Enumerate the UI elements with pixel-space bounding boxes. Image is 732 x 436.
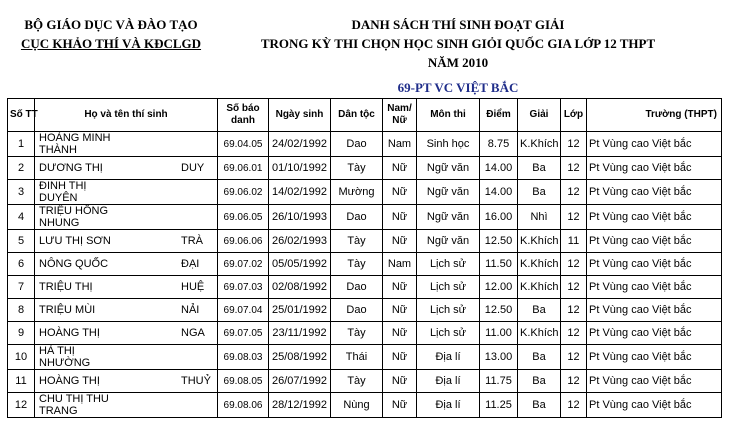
row-family-name: HOÀNG THỊ [39, 375, 100, 387]
row-ethnic: Tày [331, 322, 383, 345]
row-subject: Ngữ văn [417, 180, 480, 205]
row-award: Ba [518, 370, 561, 393]
row-sex: Nữ [383, 299, 417, 322]
row-ethnic: Mường [331, 180, 383, 205]
row-sex: Nữ [383, 205, 417, 230]
title-line-3: NĂM 2010 [427, 55, 489, 70]
row-full-name [35, 276, 218, 299]
row-score: 14.00 [480, 180, 518, 205]
col-sex: Nam/ Nữ [383, 99, 417, 132]
row-family-name: CHU THỊ THU [39, 393, 109, 405]
row-sbd: 69.06.05 [218, 205, 269, 230]
row-school: Pt Vùng cao Việt bắc [587, 132, 722, 157]
table-row [8, 230, 722, 253]
row-award: Nhì [518, 205, 561, 230]
row-dob: 01/10/1992 [269, 157, 331, 180]
row-sex: Nữ [383, 322, 417, 345]
table-row [8, 370, 722, 393]
row-full-name [35, 345, 218, 370]
col-subject: Môn thi [417, 99, 480, 132]
row-score: 12.50 [480, 230, 518, 253]
row-school: Pt Vùng cao Việt bắc [587, 322, 722, 345]
col-score: Điểm [480, 99, 518, 132]
row-grade: 12 [561, 370, 587, 393]
row-dob: 26/07/1992 [269, 370, 331, 393]
row-stt: 11 [8, 370, 35, 393]
school-group-header: 69-PT VC VIỆT BẮC [397, 80, 519, 95]
row-award: Ba [518, 393, 561, 418]
row-subject: Lịch sử [417, 322, 480, 345]
row-subject: Ngữ văn [417, 157, 480, 180]
row-sbd: 69.06.06 [218, 230, 269, 253]
row-score: 11.00 [480, 322, 518, 345]
row-sex: Nữ [383, 180, 417, 205]
row-full-name [35, 132, 218, 157]
row-subject: Lịch sử [417, 299, 480, 322]
row-award: K.Khích [518, 230, 561, 253]
row-score: 12.00 [480, 276, 518, 299]
row-dob: 05/05/1992 [269, 253, 331, 276]
row-given-name: NẢI [181, 304, 200, 316]
row-stt: 7 [8, 276, 35, 299]
row-sex: Nữ [383, 230, 417, 253]
row-score: 8.75 [480, 132, 518, 157]
row-school: Pt Vùng cao Việt bắc [587, 299, 722, 322]
awards-table [7, 98, 722, 418]
row-sex: Nam [383, 132, 417, 157]
row-sbd: 69.07.03 [218, 276, 269, 299]
row-grade: 12 [561, 132, 587, 157]
row-family-name: HOÀNG MINH [39, 132, 111, 144]
row-stt: 6 [8, 253, 35, 276]
row-family-name: DƯƠNG THỊ [39, 162, 103, 174]
table-row [8, 205, 722, 230]
row-sbd: 69.07.02 [218, 253, 269, 276]
row-given-name: THÀNH [39, 144, 77, 156]
table-row [8, 157, 722, 180]
row-full-name [35, 157, 218, 180]
ministry-header [6, 15, 216, 53]
table-header-row [8, 99, 722, 132]
row-given-name: TRÀ [181, 235, 203, 247]
row-given-name: NHUNG [39, 217, 80, 229]
row-sex: Nữ [383, 276, 417, 299]
row-sbd: 69.07.05 [218, 322, 269, 345]
row-award: K.Khích [518, 322, 561, 345]
col-dob: Ngày sinh [269, 99, 331, 132]
row-family-name: LƯU THỊ SƠN [39, 235, 111, 247]
row-sbd: 69.08.06 [218, 393, 269, 418]
row-given-name: HUỆ [181, 281, 205, 293]
row-ethnic: Tày [331, 370, 383, 393]
department-name: CỤC KHẢO THÍ VÀ KĐCLGD [20, 36, 202, 51]
row-school: Pt Vùng cao Việt bắc [587, 276, 722, 299]
row-grade: 11 [561, 230, 587, 253]
row-ethnic: Nùng [331, 393, 383, 418]
row-dob: 14/02/1992 [269, 180, 331, 205]
table-row [8, 345, 722, 370]
row-award: Ba [518, 157, 561, 180]
row-full-name [35, 299, 218, 322]
row-score: 14.00 [480, 157, 518, 180]
row-score: 11.50 [480, 253, 518, 276]
row-stt: 12 [8, 393, 35, 418]
row-full-name [35, 180, 218, 205]
row-award: Ba [518, 299, 561, 322]
row-family-name: TRIỆU THỊ [39, 281, 93, 293]
row-full-name [35, 370, 218, 393]
col-name: Họ và tên thí sinh [35, 99, 218, 132]
row-full-name [35, 253, 218, 276]
row-sbd: 69.08.05 [218, 370, 269, 393]
table-row [8, 393, 722, 418]
row-ethnic: Thái [331, 345, 383, 370]
row-grade: 12 [561, 157, 587, 180]
row-subject: Ngữ văn [417, 205, 480, 230]
row-score: 16.00 [480, 205, 518, 230]
row-school: Pt Vùng cao Việt bắc [587, 253, 722, 276]
document-title [240, 15, 676, 72]
row-given-name: DUY [181, 162, 205, 174]
row-given-name: TRANG [39, 405, 78, 417]
row-ethnic: Dao [331, 132, 383, 157]
col-ethnic: Dân tộc [331, 99, 383, 132]
row-subject: Lịch sử [417, 253, 480, 276]
row-family-name: TRIỆU HỒNG [39, 205, 109, 217]
col-stt: Số TT [8, 99, 35, 132]
row-grade: 12 [561, 180, 587, 205]
row-full-name [35, 393, 218, 418]
row-sex: Nữ [383, 393, 417, 418]
row-grade: 12 [561, 205, 587, 230]
row-school: Pt Vùng cao Việt bắc [587, 180, 722, 205]
row-sex: Nữ [383, 345, 417, 370]
row-school: Pt Vùng cao Việt bắc [587, 230, 722, 253]
row-dob: 23/11/1992 [269, 322, 331, 345]
row-given-name: ĐẠI [181, 258, 200, 270]
row-school: Pt Vùng cao Việt bắc [587, 370, 722, 393]
row-subject: Địa lí [417, 345, 480, 370]
table-row [8, 276, 722, 299]
row-subject: Địa lí [417, 370, 480, 393]
row-dob: 24/02/1992 [269, 132, 331, 157]
row-sbd: 69.06.02 [218, 180, 269, 205]
row-given-name: DUYÊN [39, 192, 78, 204]
row-subject: Lịch sử [417, 276, 480, 299]
row-stt: 9 [8, 322, 35, 345]
row-school: Pt Vùng cao Việt bắc [587, 205, 722, 230]
row-award: K.Khích [518, 253, 561, 276]
table-row [8, 180, 722, 205]
row-school: Pt Vùng cao Việt bắc [587, 345, 722, 370]
row-score: 12.50 [480, 299, 518, 322]
table-row [8, 322, 722, 345]
row-grade: 12 [561, 299, 587, 322]
row-award: K.Khích [518, 276, 561, 299]
row-score: 13.00 [480, 345, 518, 370]
row-sex: Nữ [383, 157, 417, 180]
row-ethnic: Tày [331, 253, 383, 276]
row-score: 11.75 [480, 370, 518, 393]
row-ethnic: Dao [331, 276, 383, 299]
col-school: Trường (THPT) [587, 99, 722, 132]
row-ethnic: Dao [331, 205, 383, 230]
row-family-name: TRIỆU MÙI [39, 304, 96, 316]
row-dob: 25/08/1992 [269, 345, 331, 370]
row-ethnic: Dao [331, 299, 383, 322]
row-full-name [35, 205, 218, 230]
row-dob: 28/12/1992 [269, 393, 331, 418]
row-subject: Ngữ văn [417, 230, 480, 253]
row-family-name: HOÀNG THỊ [39, 327, 100, 339]
row-award: Ba [518, 345, 561, 370]
row-sex: Nữ [383, 370, 417, 393]
row-full-name [35, 230, 218, 253]
row-grade: 12 [561, 322, 587, 345]
title-line-2: TRONG KỲ THI CHỌN HỌC SINH GIỎI QUỐC GIA LỚP 12 THPT [260, 36, 656, 51]
row-dob: 25/01/1992 [269, 299, 331, 322]
col-sbd: Số báo danh [218, 99, 269, 132]
row-sbd: 69.07.04 [218, 299, 269, 322]
row-stt: 10 [8, 345, 35, 370]
row-award: K.Khích [518, 132, 561, 157]
row-family-name: ĐINH THỊ [39, 180, 87, 192]
row-stt: 3 [8, 180, 35, 205]
row-sbd: 69.08.03 [218, 345, 269, 370]
row-grade: 12 [561, 276, 587, 299]
row-grade: 12 [561, 393, 587, 418]
row-ethnic: Tày [331, 157, 383, 180]
title-line-1: DANH SÁCH THÍ SINH ĐOẠT GIẢI [351, 17, 565, 32]
table-row [8, 132, 722, 157]
row-dob: 26/02/1993 [269, 230, 331, 253]
col-award: Giải [518, 99, 561, 132]
row-family-name: HÀ THỊ [39, 345, 75, 357]
row-stt: 2 [8, 157, 35, 180]
row-family-name: NÔNG QUỐC [39, 258, 109, 270]
row-stt: 1 [8, 132, 35, 157]
row-dob: 26/10/1993 [269, 205, 331, 230]
row-given-name: NGA [181, 327, 205, 339]
row-full-name [35, 322, 218, 345]
row-sbd: 69.06.01 [218, 157, 269, 180]
row-sex: Nam [383, 253, 417, 276]
row-sbd: 69.04.05 [218, 132, 269, 157]
row-subject: Địa lí [417, 393, 480, 418]
row-score: 11.25 [480, 393, 518, 418]
row-ethnic: Tày [331, 230, 383, 253]
row-subject: Sinh học [417, 132, 480, 157]
row-stt: 5 [8, 230, 35, 253]
col-grade: Lớp [561, 99, 587, 132]
table-row [8, 299, 722, 322]
row-dob: 02/08/1992 [269, 276, 331, 299]
ministry-name: BỘ GIÁO DỤC VÀ ĐÀO TẠO [24, 17, 198, 32]
row-given-name: THUỶ [181, 375, 211, 387]
table-row [8, 253, 722, 276]
row-school: Pt Vùng cao Việt bắc [587, 157, 722, 180]
row-school: Pt Vùng cao Việt bắc [587, 393, 722, 418]
row-stt: 4 [8, 205, 35, 230]
row-grade: 12 [561, 345, 587, 370]
row-given-name: NHƯỜNG [39, 357, 91, 369]
row-stt: 8 [8, 299, 35, 322]
row-grade: 12 [561, 253, 587, 276]
row-award: Ba [518, 180, 561, 205]
